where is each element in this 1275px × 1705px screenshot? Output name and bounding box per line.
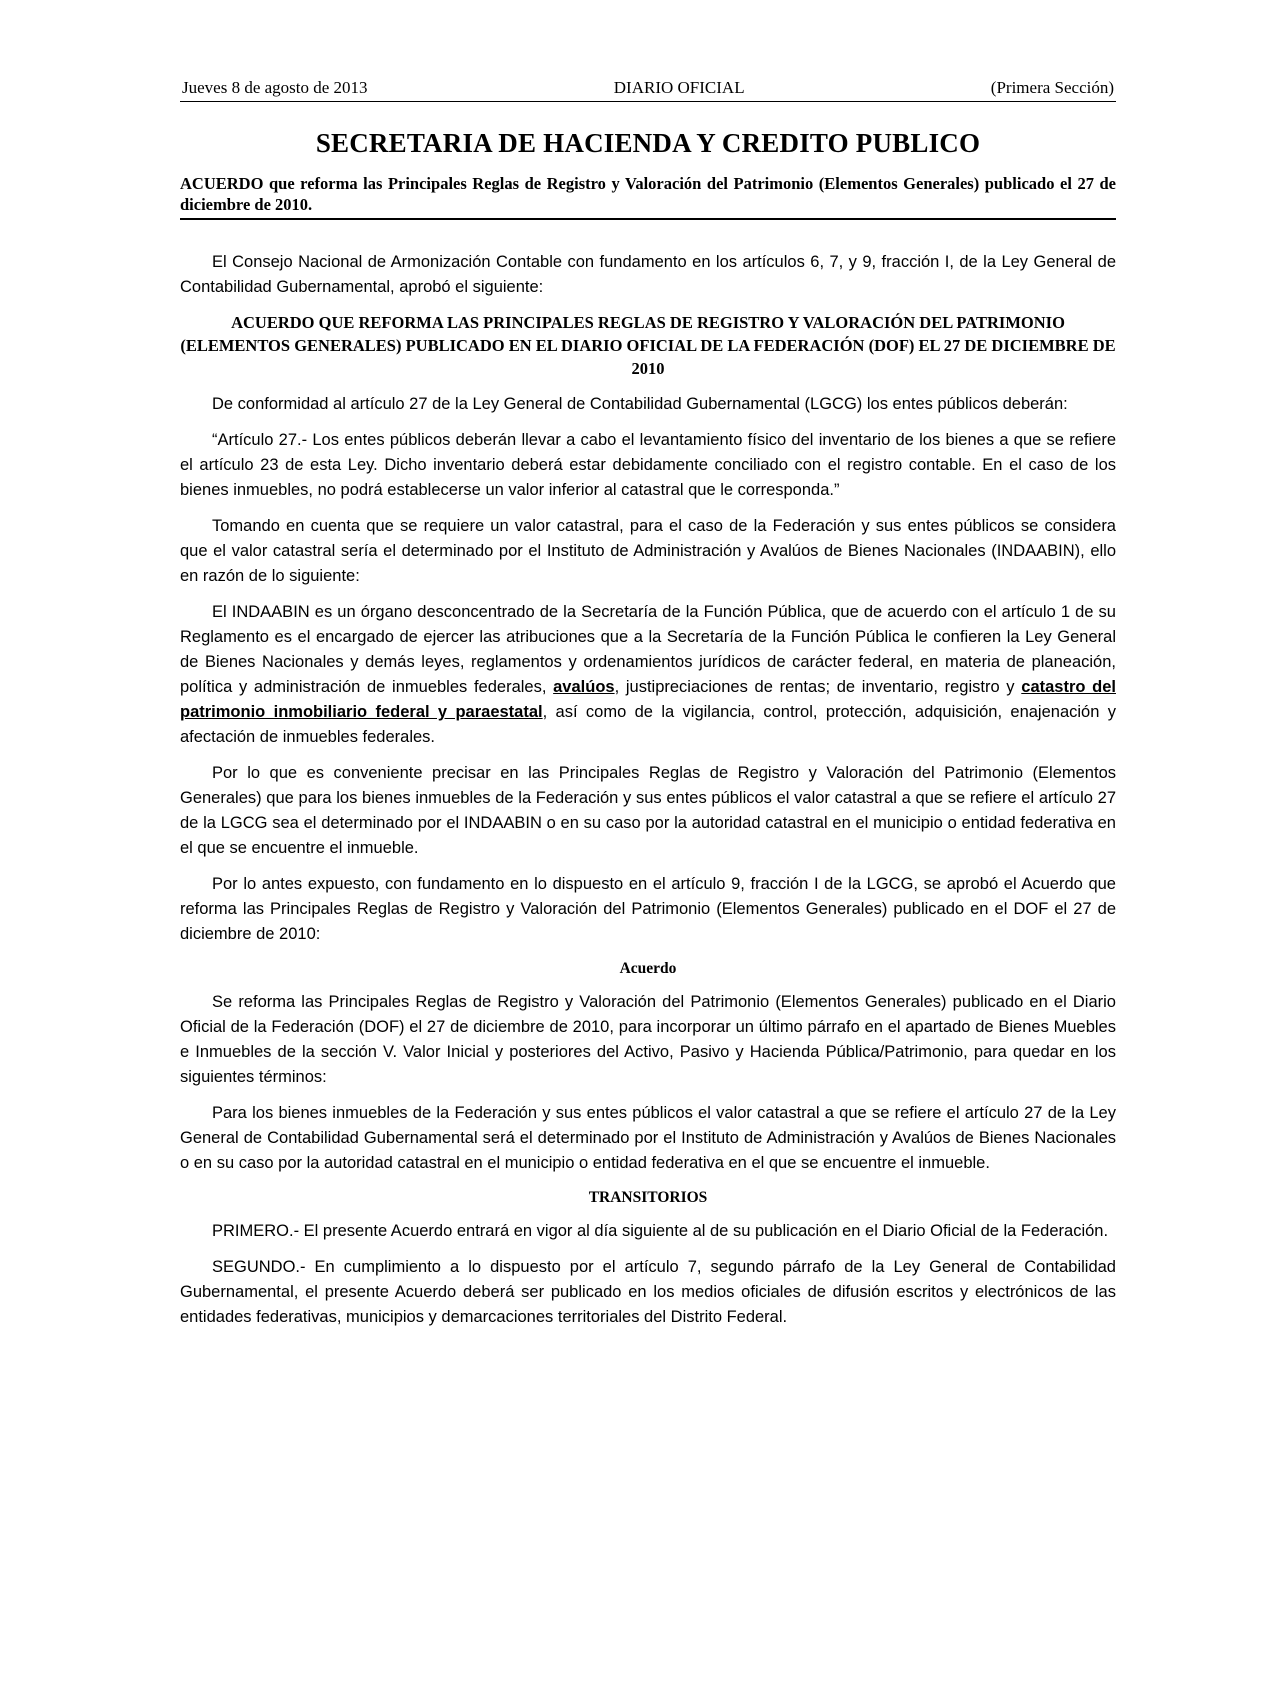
paragraph-7: Se reforma las Principales Reglas de Registro y Valoración del Patrimonio (Elementos Generales) publicado en el Diario Oficial de la Federación (DOF) el 27 de diciembre de 2010, para incorporar un último párrafo en el apartado de Bienes Muebles e Inmuebles de la sección V. Valor Inicial y posteriores del Activo, Pasivo y Hacienda Pública/Patrimonio, para quedar en los siguientes términos: [180, 993, 1116, 1086]
header-date: Jueves 8 de agosto de 2013 [182, 78, 368, 97]
ministry-title: SECRETARIA DE HACIENDA Y CREDITO PUBLICO [315, 128, 981, 158]
paragraph-1: De conformidad al artículo 27 de la Ley General de Contabilidad Gubernamental (LGCG) los entes públicos deberán: [212, 395, 1068, 413]
transitorio-segundo: SEGUNDO.- En cumplimiento a lo dispuesto por el artículo 7, segundo párrafo de la Ley General de Contabilidad Gubernamental, el presente Acuerdo deberá ser publicado en los medios oficiales de difusión escritos y electrónicos de las entidades federativas, municipios y demarcaciones territoriales del Distrito Federal. [180, 1258, 1116, 1326]
summary-text: que reforma las Principales Reglas de Registro y Valoración del Patrimonio (Elementos Generales) publicado el 27 de diciembre de 2010. [180, 174, 1116, 214]
header-section: (Primera Sección) [990, 78, 1114, 97]
document-page [180, 78, 1116, 1341]
article-27-quote: “Artículo 27.- Los entes públicos deberán llevar a cabo el levantamiento físico del inventario de los bienes a que se refiere el artículo 23 de esta Ley. Dicho inventario deberá estar debidamente conciliado con el registro contable. En el caso de los bienes inmuebles, no podrá establecerse un valor inferior al catastral que le corresponda.” [180, 431, 1116, 499]
paragraph-8: Para los bienes inmuebles de la Federación y sus entes públicos el valor catastral a que se refiere el artículo 27 de la Ley General de Contabilidad Gubernamental será el determinado por el Instituto de Administración y Avalúos de Bienes Nacionales o en su caso por la autoridad catastral en el municipio o entidad federativa en el que se encuentre el inmueble. [180, 1104, 1116, 1172]
underlined-catastro: catastro del patrimonio inmobiliario federal y paraestatal [180, 678, 1116, 721]
underlined-avaluos: avalúos [553, 678, 615, 696]
indaabin-text-c: , así como de la vigilancia, control, protección, adquisición, enajenación y afectación de inmuebles federales. [180, 703, 1116, 746]
transitorio-primero: PRIMERO.- El presente Acuerdo entrará en vigor al día siguiente al de su publicación en el Diario Oficial de la Federación. [212, 1222, 1109, 1240]
indaabin-text-a: El INDAABIN es un órgano desconcentrado de la Secretaría de la Función Pública, que de acuerdo con el artículo 1 de su Reglamento es el encargado de ejercer las atribuciones que a la Secretaría de la Función Pública le confieren la Ley General de Bienes Nacionales y demás leyes, reglamentos y ordenamientos jurídicos de carácter federal, en materia de planeación, política y administración de inmuebles federales, [180, 603, 1116, 696]
paragraph-indaabin [180, 600, 1116, 750]
intro-paragraph: El Consejo Nacional de Armonización Contable con fundamento en los artículos 6, 7, y 9, fracción I, de la Ley General de Contabilidad Gubernamental, aprobó el siguiente: [180, 253, 1116, 296]
decree-caps-title: ACUERDO QUE REFORMA LAS PRINCIPALES REGLAS DE REGISTRO Y VALORACIÓN DEL PATRIMONIO (ELEMENTOS GENERALES) PUBLICADO EN EL DIARIO OFICIAL DE LA FEDERACIÓN (DOF) EL 27 DE DICIEMBRE DE 2010 [180, 313, 1116, 378]
paragraph-3: Tomando en cuenta que se requiere un valor catastral, para el caso de la Federación y sus entes públicos se considera que el valor catastral sería el determinado por el Instituto de Administración y Avalúos de Bienes Nacionales (INDAABIN), ello en razón de lo siguiente: [180, 517, 1116, 585]
transitorios-heading: TRANSITORIOS [588, 1189, 708, 1206]
document-body [180, 250, 1116, 1330]
paragraph-6: Por lo antes expuesto, con fundamento en lo dispuesto en el artículo 9, fracción I de la LGCG, se aprobó el Acuerdo que reforma las Principales Reglas de Registro y Valoración del Patrimonio (Elementos Generales) publicado en el DOF el 27 de diciembre de 2010: [180, 875, 1116, 943]
decree-summary [180, 173, 1116, 220]
summary-lead: ACUERDO [180, 174, 264, 193]
indaabin-text-b: , justipreciaciones de rentas; de inventario, registro y [614, 678, 1022, 696]
paragraph-5: Por lo que es conveniente precisar en las Principales Reglas de Registro y Valoración del Patrimonio (Elementos Generales) que para los bienes inmuebles de la Federación y sus entes públicos el valor catastral a que se refiere el artículo 27 de la LGCG sea el determinado por el INDAABIN o en su caso por la autoridad catastral en el municipio o entidad federativa en el que se encuentre el inmueble. [180, 764, 1116, 857]
header-journal: DIARIO OFICIAL [613, 78, 745, 97]
page-header [180, 78, 1116, 102]
acuerdo-heading: Acuerdo [619, 960, 677, 977]
